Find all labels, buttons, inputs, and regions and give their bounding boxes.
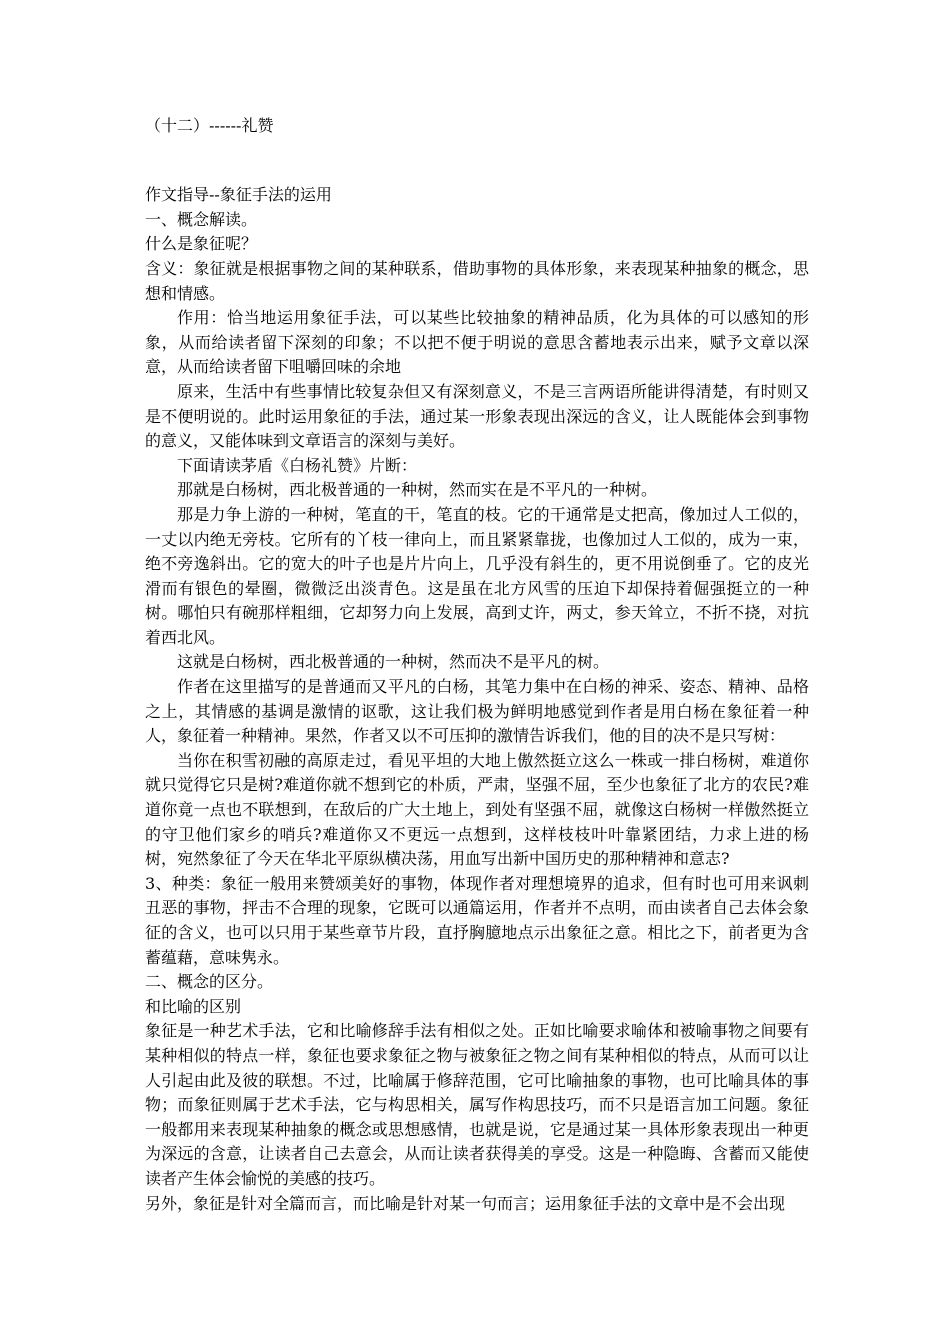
spacer: [145, 163, 809, 183]
paragraph: 下面请读茅盾《白杨礼赞》片断：: [177, 455, 418, 475]
paragraph: 原来，生活中有些事情比较复杂但又有深刻意义，不是三言两语所能讲得清楚，有时则又是不便明说的。此时运用象征的手法，通过某一形象表现出深远的含义，让人既能体会到事物的意义，又能体味到文章语言的深刻与美好。: [145, 381, 809, 451]
paragraph: 象征是一种艺术手法，它和比喻修辞手法有相似之处。正如比喻要求喻体和被喻事物之间要有某种相似的特点一样，象征也要求象征之物与被象征之物之间有某种相似的特点，从而可以让人引起由此及彼的联想。不过，比喻属于修辞范围，它可比喻抽象的事物，也可比喻具体的事物；而象征则属于艺术手法，它与构思相关，属写作构思技巧，而不只是语言加工问题。象征一般都用来表现某种抽象的概念或思想感情，也就是说，它是通过某一具体形象表现出一种更为深远的含意，让读者自己去意会，从而让读者获得美的享受。这是一种隐晦、含蓄而又能使读者产生体会愉悦的美感的技巧。: [145, 1021, 809, 1188]
paragraph: 作用：恰当地运用象征手法，可以某些比较抽象的精神品质，化为具体的可以感知的形象，从而给读者留下深刻的印象；不以把不便于明说的意思含蓄地表示出来，赋予文章以深意，从而给读者留下咀嚼回味的余地: [145, 308, 809, 377]
paragraph: 当你在积雪初融的高原走过，看见平坦的大地上傲然挺立这么一株或一排白杨树，难道你就只觉得它只是树?难道你就不想到它的朴质，严肃，坚强不屈，至少也象征了北方的农民?难道你竟一点也不联想到，在敌后的广大土地上，到处有坚强不屈，就像这白杨树一样傲然挺立的守卫他们家乡的哨兵?难道你又不更远一点想到，这样枝枝叶叶靠紧团结，力求上进的杨树，宛然象征了今天在华北平原纵横决荡，用血写出新中国历史的那种精神和意志?: [145, 750, 809, 869]
paragraph: 作者在这里描写的是普通而又平凡的白杨，其笔力集中在白杨的神采、姿态、精神、品格之上，其情感的基调是激情的讴歌，这让我们极为鲜明地感觉到作者是用白杨在象征着一种人，象征着一种精神。果然，作者又以不可压抑的激情告诉我们，他的目的决不是只写树：: [145, 677, 809, 746]
paragraph: 和比喻的区别: [145, 996, 242, 1016]
paragraph: 另外，象征是针对全篇而言，而比喻是针对某一句而言；运用象征手法的文章中是不会出现: [145, 1193, 786, 1213]
paragraph-list: [145, 183, 809, 1216]
document-title: （十二）------礼赞: [145, 116, 274, 135]
paragraph: 什么是象征呢？: [145, 234, 258, 254]
paragraph: 二、概念的区分。: [145, 972, 274, 992]
paragraph: 一、概念解读。: [145, 209, 258, 229]
paragraph: 那就是白杨树，西北极普通的一种树，然而实在是不平凡的一种树。: [177, 480, 658, 500]
paragraph: 那是力争上游的一种树，笔直的干，笔直的枝。它的干通常是丈把高，像加过人工似的，一丈以内绝无旁枝。它所有的丫枝一律向上，而且紧紧靠拢，也像加过人工似的，成为一束，绝不旁逸斜出。它的宽大的叶子也是片片向上，几乎没有斜生的，更不用说倒垂了。它的皮光滑而有银色的晕圈，微微泛出淡青色。这是虽在北方风雪的压迫下却保持着倔强挺立的一种树。哪怕只有碗那样粗细，它却努力向上发展，高到丈许，两丈，参天耸立，不折不挠，对抗着西北风。: [145, 504, 809, 647]
document-body: [145, 114, 809, 1216]
paragraph: 这就是白杨树，西北极普通的一种树，然而决不是平凡的树。: [177, 652, 610, 672]
paragraph: 含义：象征就是根据事物之间的某种联系，借助事物的具体形象，来表现某种抽象的概念，思想和情感。: [145, 258, 809, 303]
paragraph: 3、种类：象征一般用来赞颂美好的事物，体现作者对理想境界的追求，但有时也可用来讽刺丑恶的事物，抨击不合理的现象，它既可以通篇运用，作者并不点明，而由读者自己去体会象征的含义，也可以只用于某些章节片段，直抒胸臆地点示出象征之意。相比之下，前者更为含蓄蕴藉，意味隽永。: [145, 873, 809, 967]
paragraph: 作文指导--象征手法的运用: [145, 185, 332, 205]
